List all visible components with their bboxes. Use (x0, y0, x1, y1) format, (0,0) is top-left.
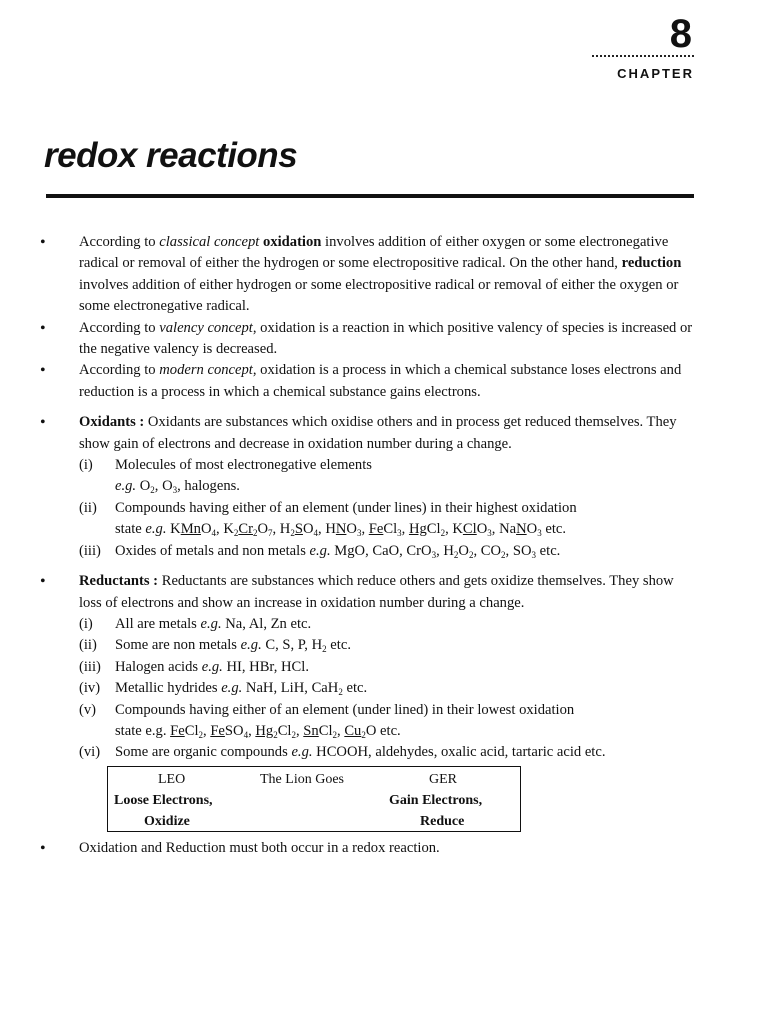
reductant-item: (iv) Metallic hydrides e.g. NaH, LiH, CaH$_2$ etc. (79, 680, 368, 698)
mnemonic-loose: Loose Electrons, (114, 792, 213, 808)
reductant-item: (i) All are metals e.g. Na, Al, Zn etc. (79, 615, 312, 632)
bullet-modern-concept: • According to modern concept, oxidation is a process in which a chemical substance loses electrons and reduction is a process in which a chemical substance gains electrons. (36, 360, 698, 403)
bullet-redox-both: • Oxidation and Reduction must both occur in a redox reaction. (36, 838, 698, 859)
page-content (36, 232, 698, 859)
reductant-item: (v) Compounds having either of an element (under lined) in their lowest oxidation state e.g. FeCl$_2$, FeSO$_4$, $Hg_2Cl_2$, SnCl$_2$, $Cu_2O$ etc. (79, 701, 575, 740)
chapter-divider (592, 55, 694, 57)
mnemonic-reduce: Reduce (420, 813, 465, 829)
reductant-item: (vi) Some are organic compounds e.g. HCOOH, aldehydes, oxalic acid, tartaric acid etc. (79, 744, 606, 761)
mnemonic-ger: GER (429, 771, 457, 787)
chapter-label: CHAPTER (617, 66, 694, 81)
oxidant-item: (ii) Compounds having either of an element (under lines) in their highest oxidation state e.g. KMnO$_4$, $K_2Cr_2O_7$, $H_2SO_4$, $HNO_3$, FeCl$_3$, HgCl$_2$, KClO$_3$, NaNO$_3$ etc. (79, 499, 577, 539)
leo-ger-mnemonic-box (107, 766, 521, 832)
bullet-valency-concept: • According to valency concept, oxidation is a reaction in which positive valency of species is increased or the negative valency is decreased. (36, 318, 698, 361)
oxidant-item: (iii) Oxides of metals and non metals e.g. MgO, CaO, CrO$_3$, $H_2O_2$, $CO_2$, $SO_3$ etc. (79, 542, 561, 560)
mnemonic-oxidize: Oxidize (144, 813, 190, 829)
oxidant-item: (i) Molecules of most electronegative elements e.g. $O_2$, $O_3$, halogens. (79, 457, 372, 496)
bullet-oxidants: • Oxidants : Oxidants are substances which oxidise others and in process get reduced themselves. They show gain of electrons and decrease in oxidation number during a change. (i) Molecules of most electronegative elements e.g. $O_2$, $O_3$, halogens. (ii) Compounds having either of an element (under lines) in their highest oxidation state e.g. KMnO$_4$, $K_2Cr_2O_7$, $H_2SO_4$, $HNO_3$, FeCl$_3$, HgCl$_2$, KClO$_3$, NaNO$_3$ etc. (iii) Oxides of metals and non metals e.g. MgO, CaO, CrO$_3$, $H_2O_2$, $CO_2$, $SO_3$ etc. (36, 412, 698, 562)
mnemonic-gain: Gain Electrons, (389, 792, 483, 808)
bullet-classical-concept: • According to classical concept oxidation involves addition of either oxygen or some electronegative radical or removal of either the hydrogen or some electropositive radical. On the other hand, reduction involves addition of either hydrogen or some electropositive radical or removal of either the oxygen or some electronegative radical. (36, 232, 698, 318)
mnemonic-leo: LEO (158, 771, 186, 787)
chapter-number: 8 (669, 12, 692, 56)
reductant-item: (ii) Some are non metals e.g. C, S, P, $H_2$ etc. (79, 637, 351, 655)
page-title: redox reactions (44, 136, 298, 175)
title-rule (46, 194, 694, 198)
mnemonic-middle: The Lion Goes (260, 771, 344, 787)
reductant-item: (iii) Halogen acids e.g. HI, HBr, HCl. (79, 658, 309, 675)
bullet-reductants: • Reductants : Reductants are substances which reduce others and gets oxidize themselves. They show loss of electrons and show an increase in oxidation number during a change. (i) All are metals e.g. Na, Al, Zn etc. (ii) Some are non metals e.g. C, S, P, $H_2$ etc. (iii) Halogen acids e.g. HI, HBr, HCl. (iv) Metallic hydrides e.g. NaH, LiH, CaH$_2$ etc. (v) Compounds having either of an element (under lined) in their lowest oxidation state e.g. FeCl$_2$, FeSO$_4$, $Hg_2Cl_2$, SnCl$_2$, $Cu_2O$ etc. (vi) Some are organic compounds e.g. HCOOH, aldehydes, oxalic acid, tartaric acid etc. (36, 571, 698, 764)
